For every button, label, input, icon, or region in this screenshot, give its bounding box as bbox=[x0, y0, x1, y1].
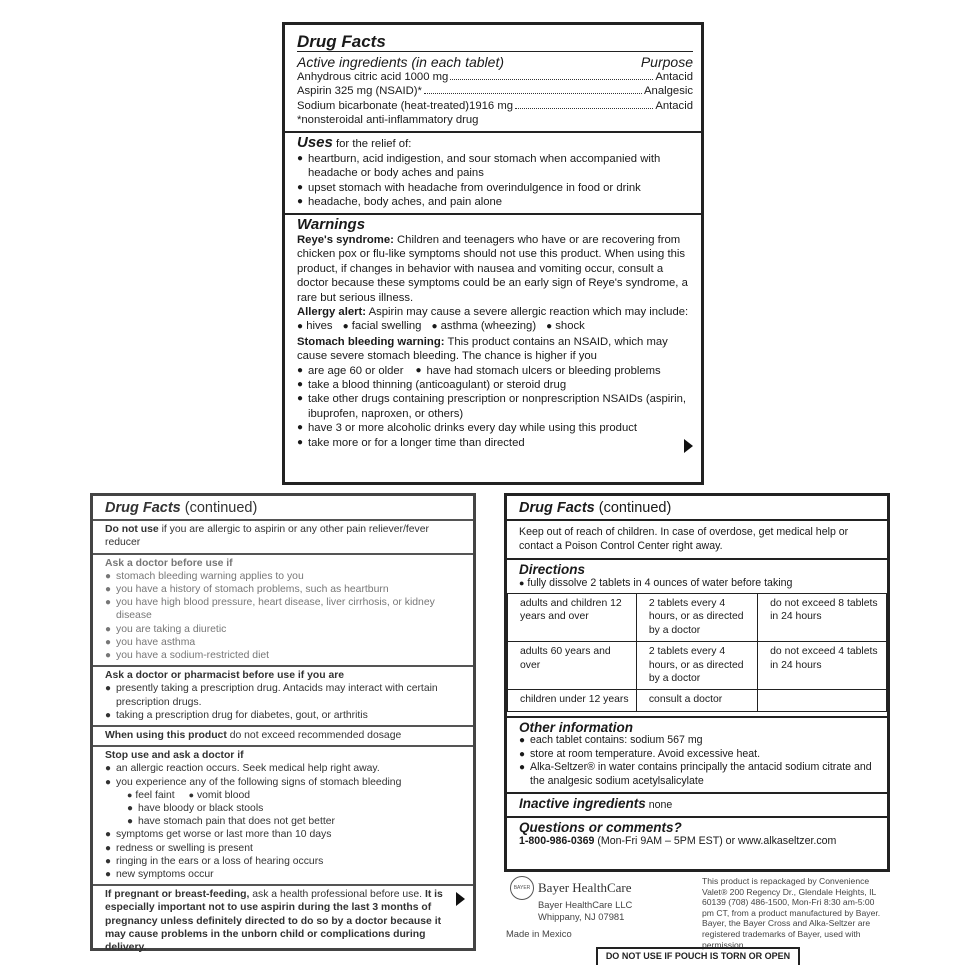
list-item: ● you have a sodium-restricted diet bbox=[105, 650, 270, 662]
directions-table bbox=[507, 593, 887, 712]
list-item-text: vomit blood bbox=[196, 789, 251, 801]
list-item: ● heartburn, acid indigestion, and sour stomach when accompanied with headache or body aches and pains bbox=[297, 152, 693, 181]
allergy-items bbox=[297, 319, 693, 334]
table-cell: 2 tablets every 4 hours, or as directed by a doctor bbox=[636, 642, 757, 690]
table-row bbox=[508, 594, 887, 642]
drug-facts-panel-top bbox=[282, 22, 704, 485]
active-ingredients-heading: Active ingredients (in each tablet) bbox=[297, 54, 504, 71]
list-item: ● asthma (wheezing) bbox=[431, 320, 537, 333]
table-cell: consult a doctor bbox=[636, 690, 757, 711]
list-item-text: presently taking a prescription drug. Antacids may interact with certain prescription drugs. bbox=[116, 683, 438, 708]
pregnancy-bold-text: It is especially important not to use aspirin during the last 3 months of pregnancy unless definitely directed to do so by a doctor because it may cause problems in the unborn child or complications during delivery. bbox=[105, 889, 443, 954]
list-item: ● symptoms get worse or last more than 10 days bbox=[105, 829, 332, 841]
list-item-text: feel faint bbox=[135, 789, 175, 801]
drug-facts-title: Drug Facts bbox=[297, 35, 693, 52]
trademark-text: Bayer, the Bayer Cross and Alka-Seltzer are registered trademarks of Bayer, used with permission. bbox=[702, 918, 871, 950]
list-item: ● you are taking a diuretic bbox=[105, 623, 227, 635]
warnings-heading: Warnings bbox=[297, 216, 366, 234]
questions-phone: 1-800-986-0369 bbox=[519, 834, 595, 847]
list-item: ● ringing in the ears or a loss of hearing occurs bbox=[105, 855, 324, 867]
table-row bbox=[508, 690, 887, 711]
continue-arrow-icon bbox=[684, 439, 693, 453]
ingredient-purpose: Antacid bbox=[655, 70, 693, 83]
repackager-notice bbox=[702, 876, 888, 950]
list-item-text: are age 60 or older bbox=[308, 364, 404, 377]
list-item: ● are age 60 or older bbox=[297, 364, 404, 377]
reye-text: Children and teenagers who have or are recovering from chicken pox or flu-like symptoms should not use this product. When using this product, if changes in behavior with nausea and vomiting occur, consult a doctor because these symptoms could be an early sign of Reye's syndrome, a rare but serious illness. bbox=[297, 233, 688, 304]
when-using-text: do not exceed recommended dosage bbox=[229, 730, 402, 742]
list-item-text: you are taking a diuretic bbox=[116, 623, 227, 635]
list-item: ● have 3 or more alcoholic drinks every day while using this product bbox=[297, 422, 638, 435]
list-item-text: symptoms get worse or last more than 10 days bbox=[116, 829, 332, 841]
list-item-text: heartburn, acid indigestion, and sour stomach when accompanied with headache or body aches and pains bbox=[308, 152, 661, 180]
repackager-text: This product is repackaged by Convenience Valet® 200 Regency Dr., Glendale Heights, IL 60139 (708) 486-1500, Mon-Fri 8:30 am-5:00 pm CT, from a product manufactured by Bayer. bbox=[702, 876, 881, 918]
when-using-label: When using this product bbox=[105, 730, 227, 742]
list-item: ● shock bbox=[546, 320, 585, 333]
list-item-text: upset stomach with headache from overindulgence in food or drink bbox=[308, 181, 641, 194]
ask-pharmacist-heading: Ask a doctor or pharmacist before use if you are bbox=[105, 670, 345, 682]
stomach-row-1 bbox=[297, 364, 693, 378]
list-item-text: redness or swelling is present bbox=[116, 842, 253, 854]
ingredient-purpose: Antacid bbox=[655, 99, 693, 112]
purpose-heading: Purpose bbox=[640, 54, 693, 71]
keep-out-text: Keep out of reach of children. In case of overdose, get medical help or contact a Poison Control Center right away. bbox=[519, 526, 849, 552]
list-item: ● hives bbox=[297, 320, 333, 333]
inactive-ingredients-section bbox=[507, 794, 887, 818]
ingredient-row bbox=[297, 70, 693, 84]
drug-facts-continued-title bbox=[93, 496, 473, 521]
allergy-text: Aspirin may cause a severe allergic reaction which may include: bbox=[368, 305, 689, 318]
list-item: ● you experience any of the following signs of stomach bleeding bbox=[105, 776, 402, 788]
list-item: ● feel faint bbox=[127, 789, 175, 801]
list-item-text: stomach bleeding warning applies to you bbox=[116, 570, 304, 582]
drug-facts-continued-title bbox=[507, 496, 887, 521]
keep-out-section bbox=[507, 521, 887, 560]
list-item: ● presently taking a prescription drug. Antacids may interact with certain prescription drugs. bbox=[105, 682, 465, 708]
ask-pharmacist-section bbox=[93, 667, 473, 727]
list-item: ● headache, body aches, and pain alone bbox=[297, 196, 503, 209]
list-item: ● Alka-Seltzer® in water contains principally the antacid sodium citrate and the analgesic sodium acetylsalicylate bbox=[519, 761, 879, 788]
list-item-text: taking a prescription drug for diabetes, gout, or arthritis bbox=[116, 709, 368, 721]
stomach-label: Stomach bleeding warning: bbox=[297, 335, 445, 348]
directions-heading: Directions bbox=[519, 562, 586, 578]
ingredient-name: Sodium bicarbonate (heat-treated)1916 mg bbox=[297, 99, 514, 112]
stop-use-heading: Stop use and ask a doctor if bbox=[105, 750, 244, 762]
when-using-section bbox=[93, 727, 473, 747]
ingredient-name: Anhydrous citric acid 1000 mg bbox=[297, 70, 449, 83]
questions-heading: Questions or comments? bbox=[519, 820, 682, 836]
table-cell: adults 60 years and over bbox=[508, 642, 637, 690]
pregnancy-section bbox=[93, 886, 473, 957]
list-item-text: take a blood thinning (anticoagulant) or steroid drug bbox=[308, 378, 567, 391]
table-row bbox=[508, 642, 887, 690]
list-item-text: have bloody or black stools bbox=[138, 803, 264, 815]
questions-contact bbox=[519, 835, 879, 848]
stomach-warning bbox=[297, 335, 693, 364]
list-item-text: shock bbox=[555, 320, 585, 333]
list-item: ● take other drugs containing prescription or nonprescription NSAIDs (aspirin, ibuprofen, naproxen, or others) bbox=[297, 392, 693, 421]
list-item: ● redness or swelling is present bbox=[105, 842, 253, 854]
drug-facts-title: Drug Facts bbox=[105, 500, 181, 516]
ingredient-purpose: Analgesic bbox=[644, 85, 693, 98]
list-item-text: store at room temperature. Avoid excessive heat. bbox=[530, 747, 761, 760]
do-not-use-text: if you are allergic to aspirin or any other pain reliever/fever reducer bbox=[105, 524, 429, 549]
ask-doctor-section bbox=[93, 555, 473, 668]
list-item: ● have stomach pain that does not get better bbox=[127, 816, 335, 828]
reye-warning bbox=[297, 233, 693, 305]
pregnancy-label: If pregnant or breast-feeding, bbox=[105, 889, 250, 901]
questions-text: (Mon-Fri 9AM – 5PM EST) or www.alkaseltzer.com bbox=[597, 834, 837, 847]
package-footer bbox=[504, 872, 894, 980]
title-suffix: (continued) bbox=[184, 500, 258, 516]
list-item-text: have 3 or more alcoholic drinks every day while using this product bbox=[308, 422, 638, 435]
table-cell: 2 tablets every 4 hours, or as directed by a doctor bbox=[636, 594, 757, 642]
list-item-text: you have a history of stomach problems, such as heartburn bbox=[116, 584, 389, 596]
list-item-text: you have asthma bbox=[116, 636, 196, 648]
directions-note: ● fully dissolve 2 tablets in 4 ounces of water before taking bbox=[519, 576, 793, 589]
list-item-text: facial swelling bbox=[351, 320, 422, 333]
list-item-text: ringing in the ears or a loss of hearing occurs bbox=[116, 855, 324, 867]
list-item: ● take a blood thinning (anticoagulant) or steroid drug bbox=[297, 378, 567, 391]
warnings-section bbox=[285, 215, 701, 467]
ingredient-row bbox=[297, 84, 693, 98]
list-item-text: an allergic reaction occurs. Seek medical help right away. bbox=[116, 763, 380, 775]
ask-doctor-heading: Ask a doctor before use if bbox=[105, 557, 233, 569]
list-item-text: hives bbox=[306, 320, 333, 333]
list-item-text: you experience any of the following signs of stomach bleeding bbox=[116, 776, 402, 788]
list-item: ● you have a history of stomach problems, such as heartburn bbox=[105, 584, 389, 596]
list-item-text: take more or for a longer time than directed bbox=[308, 436, 525, 449]
list-item: ● you have high blood pressure, heart disease, liver cirrhosis, or kidney disease bbox=[105, 596, 465, 622]
list-item: ● new symptoms occur bbox=[105, 869, 214, 881]
list-item-text: headache, body aches, and pain alone bbox=[308, 196, 503, 209]
list-item: ● have had stomach ulcers or bleeding problems bbox=[415, 364, 661, 377]
other-information-section bbox=[507, 718, 887, 794]
inactive-ingredients-heading: Inactive ingredients bbox=[519, 795, 646, 811]
table-cell: adults and children 12 years and over bbox=[508, 594, 637, 642]
stop-sub-row bbox=[105, 789, 465, 802]
nsaid-footnote: *nonsteroidal anti-inflammatory drug bbox=[297, 114, 479, 127]
list-item: ● you have asthma bbox=[105, 636, 196, 648]
list-item-text: have had stomach ulcers or bleeding problems bbox=[426, 364, 661, 377]
list-item: ● facial swelling bbox=[342, 320, 422, 333]
drug-facts-panel-continued-right bbox=[504, 493, 890, 872]
brand-name: Bayer HealthCare bbox=[538, 880, 632, 895]
list-item: ● vomit blood bbox=[188, 789, 251, 801]
uses-intro: for the relief of: bbox=[336, 138, 412, 151]
ingredient-row bbox=[297, 99, 693, 113]
continue-arrow-icon bbox=[456, 892, 465, 906]
questions-section bbox=[507, 818, 887, 852]
active-ingredients-section bbox=[285, 25, 701, 133]
allergy-label: Allergy alert: bbox=[297, 305, 367, 318]
list-item: ● upset stomach with headache from overindulgence in food or drink bbox=[297, 181, 641, 194]
title-suffix: (continued) bbox=[598, 500, 672, 516]
other-information-heading: Other information bbox=[519, 719, 633, 735]
list-item: ● taking a prescription drug for diabetes, gout, or arthritis bbox=[105, 709, 368, 721]
active-header-row bbox=[297, 55, 693, 69]
bayer-cross-logo-icon: BAYER bbox=[510, 876, 534, 900]
list-item-text: you have high blood pressure, heart disease, liver cirrhosis, or kidney disease bbox=[116, 597, 435, 622]
list-item: ● have bloody or black stools bbox=[127, 803, 264, 815]
list-item-text: take other drugs containing prescription or nonprescription NSAIDs (aspirin, ibuprofen, naproxen, or others) bbox=[308, 393, 687, 420]
table-cell: do not exceed 8 tablets in 24 hours bbox=[758, 594, 887, 642]
uses-section bbox=[285, 133, 701, 215]
list-item-text: you have a sodium-restricted diet bbox=[116, 650, 270, 662]
list-item-text: have stomach pain that does not get better bbox=[138, 816, 335, 828]
drug-facts-panel-continued-left bbox=[90, 493, 476, 954]
made-in-text: Made in Mexico bbox=[506, 928, 572, 939]
inactive-ingredients-text: none bbox=[648, 798, 673, 811]
list-item: ● an allergic reaction occurs. Seek medical help right away. bbox=[105, 763, 380, 775]
reye-label: Reye's syndrome: bbox=[297, 233, 394, 246]
table-cell bbox=[758, 690, 887, 711]
uses-heading: Uses bbox=[297, 134, 333, 152]
drug-facts-title: Drug Facts bbox=[519, 500, 595, 516]
list-item-text: Alka-Seltzer® in water contains principally the antacid sodium citrate and the analgesic sodium acetylsalicylate bbox=[530, 761, 872, 787]
company-address bbox=[538, 899, 632, 923]
directions-section bbox=[507, 560, 887, 718]
directions-note-text: fully dissolve 2 tablets in 4 ounces of water before taking bbox=[527, 576, 793, 589]
list-item-text: asthma (wheezing) bbox=[440, 320, 537, 333]
table-cell: children under 12 years bbox=[508, 690, 637, 711]
do-not-use-section bbox=[93, 521, 473, 554]
company-name: Bayer HealthCare LLC bbox=[538, 899, 633, 910]
pregnancy-text: ask a health professional before use. bbox=[252, 889, 423, 901]
list-item: ● store at room temperature. Avoid excessive heat. bbox=[519, 747, 761, 760]
do-not-use-label: Do not use bbox=[105, 524, 159, 536]
list-item: ● each tablet contains: sodium 567 mg bbox=[519, 734, 703, 747]
company-city: Whippany, NJ 07981 bbox=[538, 911, 625, 922]
list-item: ● stomach bleeding warning applies to you bbox=[105, 570, 304, 582]
table-cell: do not exceed 4 tablets in 24 hours bbox=[758, 642, 887, 690]
ingredient-name: Aspirin 325 mg (NSAID)* bbox=[297, 85, 422, 98]
list-item-text: new symptoms occur bbox=[116, 869, 214, 881]
list-item-text: each tablet contains: sodium 567 mg bbox=[530, 734, 703, 747]
pouch-warning-box: DO NOT USE IF POUCH IS TORN OR OPEN bbox=[596, 947, 800, 965]
list-item: ● take more or for a longer time than directed bbox=[297, 436, 525, 449]
allergy-alert bbox=[297, 305, 693, 319]
stop-use-section bbox=[93, 747, 473, 886]
stomach-text: This product contains an NSAID, which may cause severe stomach bleeding. The chance is higher if you bbox=[297, 335, 668, 363]
